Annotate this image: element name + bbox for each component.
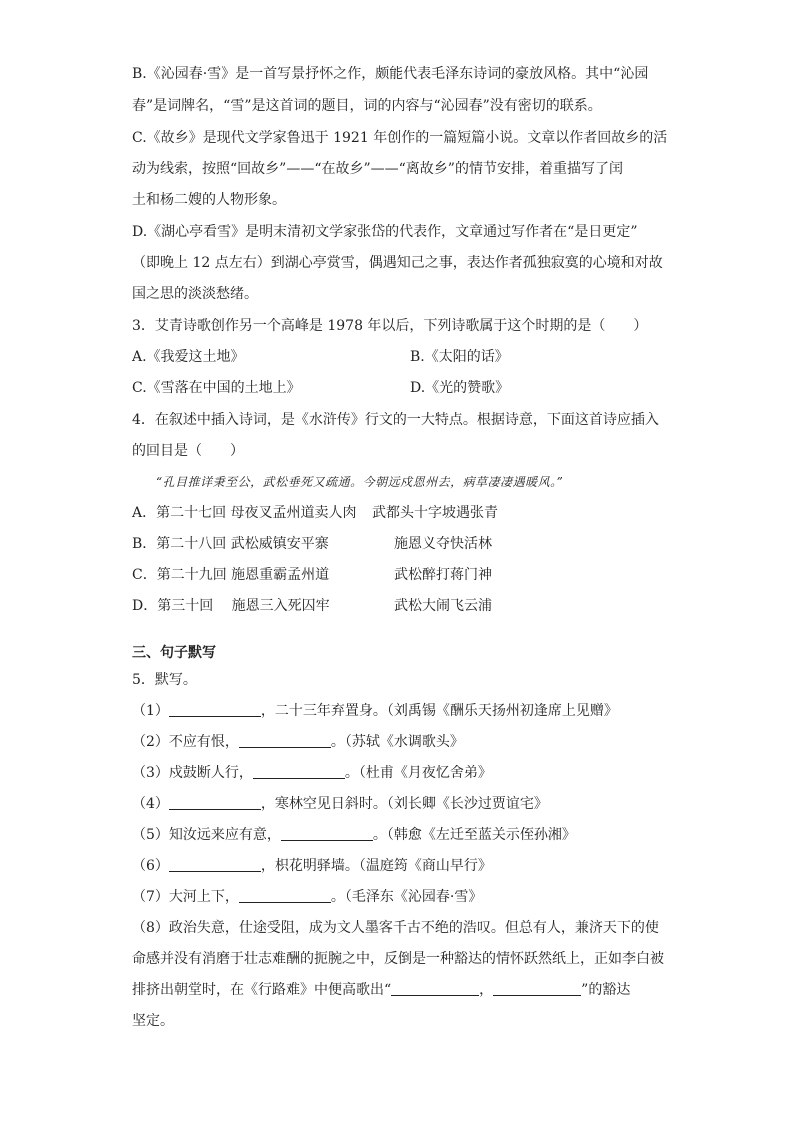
q4-option-a-right: 武都头十字坡遇张青: [372, 505, 498, 521]
answer-blank[interactable]: [493, 981, 581, 996]
poem-quote: “孔目推详秉至公，武松垂死又疏通。今朝远戍恩州去，病草凄凄遇暖风。”: [156, 475, 564, 489]
dictation-item-8-line3: [132, 980, 630, 1000]
answer-blank[interactable]: [281, 826, 373, 841]
option-c-line3: 土和杨二嫂的人物形象。: [132, 192, 286, 208]
q4-option-b: B．第二十八回 武松威镇安平寨: [132, 536, 329, 552]
dictation-item-8-line4: 坚定。: [132, 1013, 174, 1029]
item-1-prefix: （1）: [132, 703, 169, 719]
answer-blank[interactable]: [169, 857, 261, 872]
item-6-suffix: ，枳花明驿墙。（温庭筠《商山早行》: [260, 858, 492, 874]
item-4-prefix: （4）: [132, 796, 169, 812]
option-b-line2: 春”是词牌名，“雪”是这首词的题目，词的内容与“沁园春”没有密切的联系。: [132, 98, 602, 114]
item-3-suffix: 。（杜甫《月夜忆舍弟》: [344, 765, 492, 781]
answer-blank[interactable]: [253, 764, 345, 779]
dictation-item-5: [132, 825, 576, 845]
question-4-stem-line2: 的回目是（ ）: [132, 443, 244, 459]
q3-option-d: D.《光的赞歌》: [410, 380, 510, 396]
item-5-suffix: 。（韩愈《左迁至蓝关示侄孙湘》: [372, 827, 576, 843]
dictation-item-4: [132, 794, 548, 814]
option-c-line1: C.《故乡》是现代文学家鲁迅于 1921 年创作的一篇短篇小说。文章以作者回故乡的活: [132, 130, 668, 146]
answer-blank[interactable]: [239, 733, 331, 748]
item-8-comma: ，: [479, 982, 494, 998]
answer-blank[interactable]: [169, 795, 261, 810]
answer-blank[interactable]: [169, 702, 261, 717]
q3-option-a: A.《我爱这土地》: [132, 349, 245, 365]
option-d-line3: 国之思的淡淡愁绪。: [132, 286, 258, 302]
item-7-suffix: 。（毛泽东《沁园春·雪》: [330, 889, 483, 905]
option-d-line1: D.《湖心亭看雪》是明末清初文学家张岱的代表作，文章通过写作者在“是日更定”: [132, 224, 638, 240]
item-3-prefix: （3）戍鼓断人行，: [132, 765, 253, 781]
item-4-suffix: ，寒林空见日斜时。（刘长卿《长沙过贾谊宅》: [260, 796, 548, 812]
item-7-prefix: （7）大河上下，: [132, 889, 239, 905]
item-1-suffix: ，二十三年弃置身。（刘禹锡《酬乐天扬州初逢席上见赠》: [260, 703, 618, 719]
dictation-item-3: [132, 763, 492, 783]
dictation-item-2: [132, 732, 464, 752]
item-8-prefix: 排挤出朝堂时，在《行路难》中便高歌出“: [132, 982, 392, 998]
section-title: 三、句子默写: [132, 645, 216, 661]
dictation-item-1: [132, 701, 618, 721]
q3-option-c: C.《雪落在中国的土地上》: [132, 380, 301, 396]
item-2-prefix: （2）不应有恨，: [132, 734, 239, 750]
q4-option-d-right: 武松大闹飞云浦: [394, 598, 492, 614]
dictation-item-7: [132, 887, 482, 907]
item-6-prefix: （6）: [132, 858, 169, 874]
question-5-stem: 5．默写。: [132, 672, 197, 688]
answer-blank[interactable]: [239, 888, 331, 903]
q4-option-d: D．第三十回 施恩三入死囚牢: [132, 598, 330, 614]
q3-option-b: B.《太阳的话》: [410, 349, 509, 365]
q4-option-a: A．第二十七回 母夜叉孟州道卖人肉: [132, 505, 357, 521]
option-b-line1: B.《沁园春·雪》是一首写景抒怀之作，颇能代表毛泽东诗词的豪放风格。其中“沁园: [132, 66, 649, 82]
q4-option-c-right: 武松醉打蒋门神: [394, 567, 492, 583]
item-2-suffix: 。（苏轼《水调歌头》: [330, 734, 464, 750]
dictation-item-8-line1: （8）政治失意，仕途受阻，成为文人墨客千古不绝的浩叹。但总有人，兼济天下的使: [132, 920, 659, 936]
question-4-stem-line1: 4．在叙述中插入诗词，是《水浒传》行文的一大特点。根据诗意，下面这首诗应插入: [132, 412, 659, 428]
option-c-line2: 动为线索，按照“回故乡”——“在故乡”——“离故乡”的情节安排，着重描写了闰: [132, 161, 623, 177]
dictation-item-8-line2: 命感并没有消磨于壮志难酬的扼腕之中，反倒是一种豁达的情怀跃然纸上，正如李白被: [132, 951, 664, 967]
option-d-line2: （即晚上 12 点左右）到湖心亭赏雪，偶遇知己之事，表达作者孤独寂寞的心境和对故: [132, 255, 663, 271]
q4-option-b-right: 施恩义夺快活林: [394, 536, 492, 552]
question-3-stem: 3．艾青诗歌创作另一个高峰是 1978 年以后，下列诗歌属于这个时期的是（ ）: [132, 318, 648, 334]
item-5-prefix: （5）知汝远来应有意，: [132, 827, 281, 843]
answer-blank[interactable]: [391, 981, 479, 996]
q4-option-c: C．第二十九回 施恩重霸孟州道: [132, 567, 330, 583]
dictation-item-6: [132, 856, 492, 876]
item-8-suffix: ”的豁达: [581, 982, 631, 998]
